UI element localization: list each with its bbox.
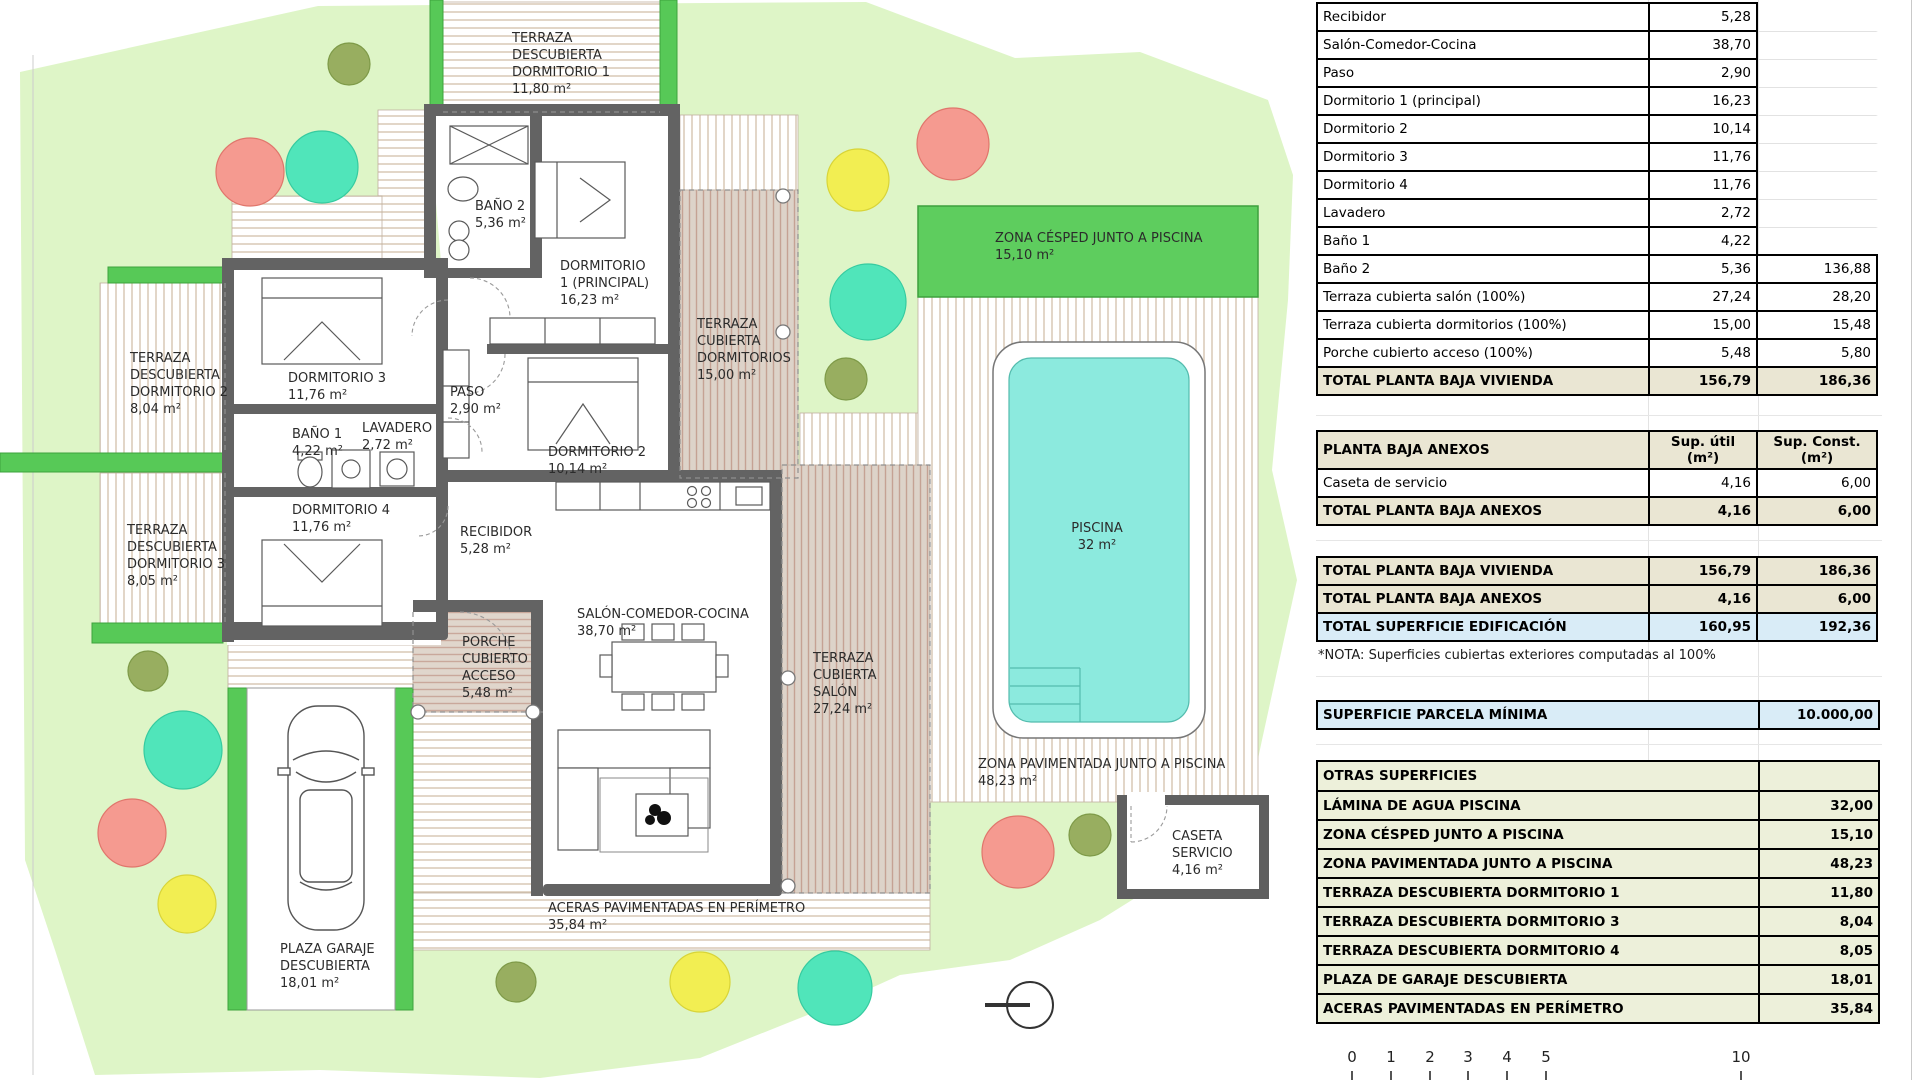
sup-util-value: 5,28 <box>1648 2 1758 32</box>
sheet-right-border <box>1911 0 1912 1080</box>
sup-const-value <box>1756 142 1878 172</box>
hedge <box>92 623 223 643</box>
sup-const-value: 6,00 <box>1756 468 1878 498</box>
tree-salmon <box>917 108 989 180</box>
col-header-sup-const: Sup. Const. (m²) <box>1756 430 1878 470</box>
sup-util-value: 15,00 <box>1648 310 1758 340</box>
value: 11,80 <box>1758 877 1880 908</box>
row-label: Baño 2 <box>1316 254 1650 284</box>
bed-dorm3 <box>262 278 382 364</box>
sup-const-value: 186,36 <box>1756 556 1878 586</box>
sup-util-value: 2,90 <box>1648 58 1758 88</box>
table-row <box>1316 935 1880 966</box>
row-label: Salón-Comedor-Cocina <box>1316 30 1650 60</box>
value: 32,00 <box>1758 790 1880 821</box>
row-label: Recibidor <box>1316 2 1650 32</box>
sup-util-value: 4,16 <box>1648 496 1758 526</box>
scale-number: 4 <box>1502 1048 1512 1066</box>
table-row <box>1316 2 1878 32</box>
empty-cell <box>1758 760 1880 792</box>
row-label: TOTAL PLANTA BAJA VIVIENDA <box>1316 366 1650 396</box>
label-terraza-dorm1: TERRAZA DESCUBIERTA DORMITORIO 1 11,80 m² <box>512 31 611 97</box>
label-terraza-dorm3: TERRAZA DESCUBIERTA DORMITORIO 3 8,05 m² <box>127 523 226 589</box>
table-row <box>1316 198 1878 228</box>
scale-number: 2 <box>1425 1048 1435 1066</box>
table-row <box>1316 877 1880 908</box>
sup-const-value: 136,88 <box>1756 254 1878 284</box>
label-dorm1: DORMITORIO 1 (PRINCIPAL) 16,23 m² <box>560 259 650 308</box>
table-row <box>1316 310 1878 340</box>
tree-salmon <box>982 816 1054 888</box>
wardrobe-dorm1 <box>490 318 655 344</box>
col-header-sup-util: Sup. útil (m²) <box>1648 430 1758 470</box>
hedge <box>228 688 247 1010</box>
label-bano1: BAÑO 1 4,22 m² <box>292 427 343 459</box>
bed-dorm4 <box>262 540 382 626</box>
tree-teal <box>144 711 222 789</box>
table-otras-superficies <box>1316 760 1880 1024</box>
row-label: TOTAL PLANTA BAJA ANEXOS <box>1316 584 1650 614</box>
tree-teal <box>286 131 358 203</box>
table-total-row <box>1316 612 1878 642</box>
column <box>411 705 425 719</box>
sup-const-value <box>1756 198 1878 228</box>
sup-util-value: 16,23 <box>1648 86 1758 116</box>
label-terraza-dorm2: TERRAZA DESCUBIERTA DORMITORIO 2 8,04 m² <box>130 351 229 417</box>
sup-const-value: 28,20 <box>1756 282 1878 312</box>
table-row <box>1316 790 1880 821</box>
label-salon: SALÓN-COMEDOR-COCINA 38,70 m² <box>577 607 749 639</box>
table-total-row <box>1316 366 1878 396</box>
sup-const-value: 15,48 <box>1756 310 1878 340</box>
tree-salmon <box>216 138 284 206</box>
table-row <box>1316 906 1880 937</box>
value: 8,05 <box>1758 935 1880 966</box>
scale-number: 10 <box>1731 1048 1751 1066</box>
value: 18,01 <box>1758 964 1880 995</box>
value: 35,84 <box>1758 993 1880 1024</box>
table-row <box>1316 142 1878 172</box>
sup-const-value <box>1756 114 1878 144</box>
row-label: SUPERFICIE PARCELA MÍNIMA <box>1316 700 1760 730</box>
kitchen-counter <box>556 482 770 510</box>
sup-const-value: 6,00 <box>1756 584 1878 614</box>
sup-const-value <box>1756 170 1878 200</box>
sup-const-value <box>1756 226 1878 256</box>
table-row <box>1316 170 1878 200</box>
row-label: Lavadero <box>1316 198 1650 228</box>
table-row <box>1316 700 1880 730</box>
label-caseta: CASETA SERVICIO 4,16 m² <box>1172 829 1233 878</box>
table-row <box>1316 58 1878 88</box>
table-row <box>1316 30 1878 60</box>
column <box>781 671 795 685</box>
sup-util-value: 4,16 <box>1648 584 1758 614</box>
value: 48,23 <box>1758 848 1880 879</box>
table-row <box>1316 993 1880 1024</box>
row-label: TOTAL SUPERFICIE EDIFICACIÓN <box>1316 612 1650 642</box>
label-terraza-salon: TERRAZA CUBIERTA SALÓN 27,24 m² <box>813 651 877 717</box>
table-header-row <box>1316 760 1880 792</box>
sup-util-value: 160,95 <box>1648 612 1758 642</box>
label-aceras: ACERAS PAVIMENTADAS EN PERÍMETRO 35,84 m² <box>548 901 806 933</box>
tree-olive <box>128 651 168 691</box>
car-mirror <box>278 768 290 775</box>
row-label: Dormitorio 1 (principal) <box>1316 86 1650 116</box>
table-total-row <box>1316 556 1878 586</box>
sup-util-value: 156,79 <box>1648 556 1758 586</box>
column <box>776 189 790 203</box>
row-label: TERRAZA DESCUBIERTA DORMITORIO 3 <box>1316 906 1760 937</box>
sup-const-value <box>1756 30 1878 60</box>
table-row <box>1316 964 1880 995</box>
row-label: Baño 1 <box>1316 226 1650 256</box>
sup-const-value: 6,00 <box>1756 496 1878 526</box>
hedge <box>660 0 677 112</box>
north-symbol <box>985 982 1053 1028</box>
sup-const-value: 5,80 <box>1756 338 1878 368</box>
label-dorm3: DORMITORIO 3 11,76 m² <box>288 371 387 403</box>
sup-util-value: 27,24 <box>1648 282 1758 312</box>
table-row <box>1316 338 1878 368</box>
tree-teal <box>798 951 872 1025</box>
lavadero-washer <box>380 452 414 486</box>
tree-olive <box>825 358 867 400</box>
tree-olive <box>328 43 370 85</box>
sup-const-value <box>1756 86 1878 116</box>
car-mirror <box>362 768 374 775</box>
hedge <box>395 688 413 1010</box>
table-title: PLANTA BAJA ANEXOS <box>1316 430 1650 470</box>
table-row <box>1316 468 1878 498</box>
table-header-row <box>1316 430 1878 470</box>
car <box>278 706 374 930</box>
row-label: TERRAZA DESCUBIERTA DORMITORIO 4 <box>1316 935 1760 966</box>
tree-yellow <box>827 149 889 211</box>
sup-util-value: 5,48 <box>1648 338 1758 368</box>
bed-dorm2 <box>528 358 638 450</box>
row-label: LÁMINA DE AGUA PISCINA <box>1316 790 1760 821</box>
label-dorm2: DORMITORIO 2 10,14 m² <box>548 445 647 477</box>
row-label: TERRAZA DESCUBIERTA DORMITORIO 1 <box>1316 877 1760 908</box>
walkway-west <box>413 712 543 893</box>
hedge <box>430 0 443 112</box>
scale-number: 3 <box>1463 1048 1473 1066</box>
table-title: OTRAS SUPERFICIES <box>1316 760 1760 792</box>
scale-number: 0 <box>1347 1048 1357 1066</box>
sup-const-value <box>1756 2 1878 32</box>
label-plaza-garaje: PLAZA GARAJE DESCUBIERTA 18,01 m² <box>280 942 375 991</box>
label-porche: PORCHE CUBIERTO ACCESO 5,48 m² <box>462 635 528 701</box>
tree-teal <box>830 264 906 340</box>
tree-olive <box>1069 814 1111 856</box>
walkway-east <box>680 115 798 190</box>
table-row <box>1316 226 1878 256</box>
table-parcela-minima <box>1316 700 1880 730</box>
scale-number: 5 <box>1541 1048 1551 1066</box>
row-label: PLAZA DE GARAJE DESCUBIERTA <box>1316 964 1760 995</box>
label-bano2: BAÑO 2 5,36 m² <box>475 199 526 231</box>
row-label: ACERAS PAVIMENTADAS EN PERÍMETRO <box>1316 993 1760 1024</box>
value: 8,04 <box>1758 906 1880 937</box>
sup-const-value: 192,36 <box>1756 612 1878 642</box>
sup-util-value: 4,16 <box>1648 468 1758 498</box>
label-piscina: PISCINA 32 m² <box>1071 521 1123 553</box>
table-row <box>1316 86 1878 116</box>
label-zona-cesped: ZONA CÉSPED JUNTO A PISCINA 15,10 m² <box>995 231 1203 263</box>
tree-yellow <box>670 952 730 1012</box>
parcela-value: 10.000,00 <box>1758 700 1880 730</box>
sup-util-value: 4,22 <box>1648 226 1758 256</box>
table-total-row <box>1316 496 1878 526</box>
table-row <box>1316 114 1878 144</box>
scale-number: 1 <box>1386 1048 1396 1066</box>
label-zona-pavimentada: ZONA PAVIMENTADA JUNTO A PISCINA 48,23 m² <box>978 757 1226 789</box>
row-label: TOTAL PLANTA BAJA ANEXOS <box>1316 496 1650 526</box>
sup-util-value: 10,14 <box>1648 114 1758 144</box>
sup-util-value: 11,76 <box>1648 170 1758 200</box>
row-label: Dormitorio 4 <box>1316 170 1650 200</box>
row-label: Paso <box>1316 58 1650 88</box>
row-label: TOTAL PLANTA BAJA VIVIENDA <box>1316 556 1650 586</box>
row-label: Dormitorio 3 <box>1316 142 1650 172</box>
table-note: *NOTA: Superficies cubiertas exteriores computadas al 100% <box>1318 648 1716 663</box>
value: 15,10 <box>1758 819 1880 850</box>
column <box>781 879 795 893</box>
label-dorm4: DORMITORIO 4 11,76 m² <box>292 503 391 535</box>
table-row <box>1316 819 1880 850</box>
sup-util-value: 5,36 <box>1648 254 1758 284</box>
column <box>526 705 540 719</box>
row-label: Caseta de servicio <box>1316 468 1650 498</box>
table-row <box>1316 848 1880 879</box>
tree-olive <box>496 962 536 1002</box>
bed-dorm1 <box>535 162 625 238</box>
row-label: Terraza cubierta dormitorios (100%) <box>1316 310 1650 340</box>
row-label: ZONA PAVIMENTADA JUNTO A PISCINA <box>1316 848 1760 879</box>
closet-bano2 <box>450 126 528 164</box>
table-resumen-totales <box>1316 556 1878 642</box>
label-terraza-cubierta-dormitorios: TERRAZA CUBIERTA DORMITORIOS 15,00 m² <box>697 317 791 383</box>
sup-util-value: 38,70 <box>1648 30 1758 60</box>
row-label: Dormitorio 2 <box>1316 114 1650 144</box>
sup-util-value: 156,79 <box>1648 366 1758 396</box>
walkway-garage <box>228 645 413 688</box>
table-total-row <box>1316 584 1878 614</box>
row-label: ZONA CÉSPED JUNTO A PISCINA <box>1316 819 1760 850</box>
sup-util-value: 11,76 <box>1648 142 1758 172</box>
tree-yellow <box>158 875 216 933</box>
table-planta-baja-vivienda <box>1316 2 1878 396</box>
table-row <box>1316 254 1878 284</box>
tree-salmon <box>98 799 166 867</box>
hedge <box>0 453 227 472</box>
sup-const-value: 186,36 <box>1756 366 1878 396</box>
label-recibidor: RECIBIDOR 5,28 m² <box>460 525 533 557</box>
table-planta-baja-anexos <box>1316 430 1878 526</box>
table-row <box>1316 282 1878 312</box>
sup-const-value <box>1756 58 1878 88</box>
sup-util-value: 2,72 <box>1648 198 1758 228</box>
hedge <box>108 267 223 283</box>
walkway-top <box>232 196 382 266</box>
row-label: Terraza cubierta salón (100%) <box>1316 282 1650 312</box>
walkway-top-left <box>378 110 428 266</box>
label-lavadero: LAVADERO 2,72 m² <box>362 421 433 453</box>
label-paso: PASO 2,90 m² <box>450 385 501 417</box>
row-label: Porche cubierto acceso (100%) <box>1316 338 1650 368</box>
